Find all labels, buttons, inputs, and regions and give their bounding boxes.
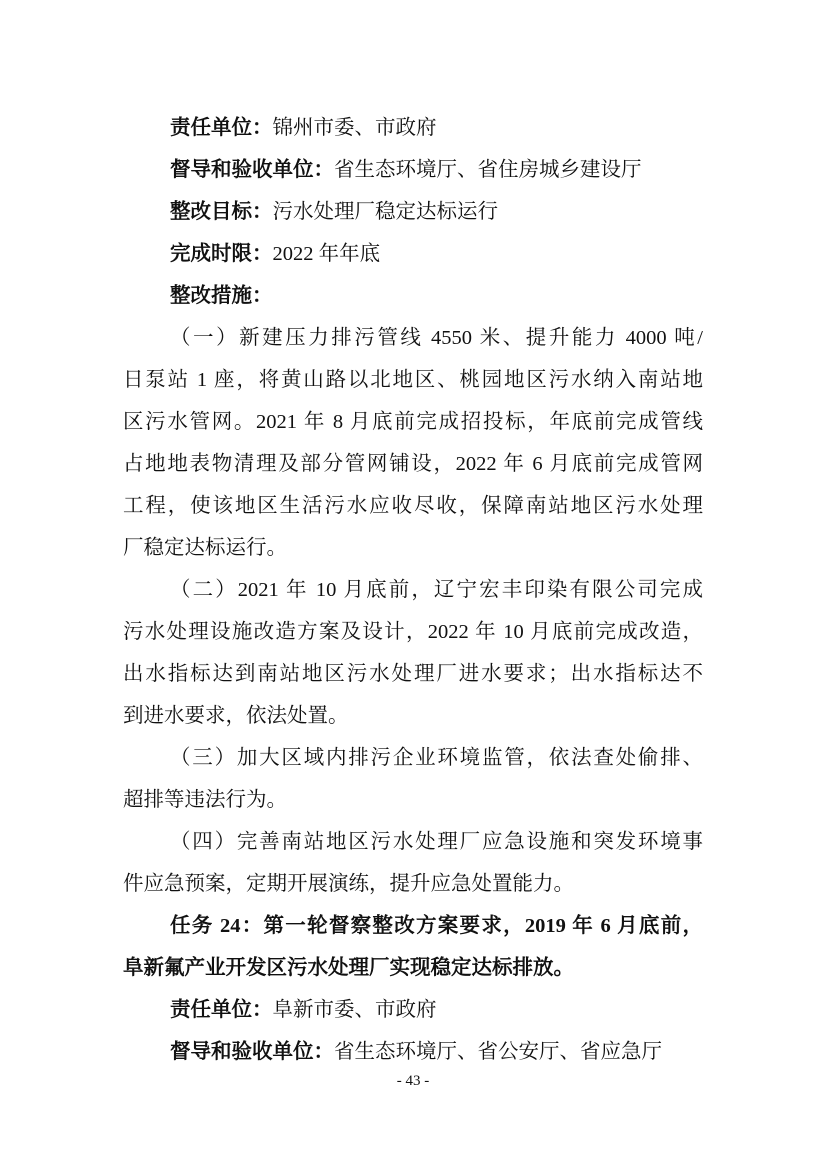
measure-2 (123, 569, 703, 737)
field-value: 2022 年年底 (272, 243, 381, 265)
text-line: 厂稳定达标运行。 (123, 537, 287, 559)
field-responsible-unit-2 (123, 989, 703, 1031)
field-label: 督导和验收单位： (170, 1041, 334, 1063)
text-line: 区污水管网。2021 年 8 月底前完成招投标，年底前完成管线 (123, 411, 703, 433)
text-line: 日泵站 1 座，将黄山路以北地区、桃园地区污水纳入南站地 (123, 369, 703, 391)
measure-4 (123, 821, 703, 905)
task-heading (123, 905, 703, 989)
document-body (123, 107, 703, 1073)
text-line: 件应急预案，定期开展演练，提升应急处置能力。 (123, 873, 574, 895)
field-value: 省生态环境厅、省住房城乡建设厅 (334, 159, 642, 181)
field-supervision-unit (123, 149, 703, 191)
field-value: 省生态环境厅、省公安厅、省应急厅 (334, 1041, 662, 1063)
measure-3 (123, 737, 703, 821)
field-value: 阜新市委、市政府 (272, 999, 437, 1021)
field-responsible-unit (123, 107, 703, 149)
field-deadline (123, 233, 703, 275)
text-line: （一）新建压力排污管线 4550 米、提升能力 4000 吨/ (170, 327, 703, 349)
field-measures (123, 275, 703, 317)
text-line: 占地地表物清理及部分管网铺设，2022 年 6 月底前完成管网 (123, 453, 703, 475)
field-label: 责任单位： (170, 117, 273, 139)
field-target (123, 191, 703, 233)
text-line: （二）2021 年 10 月底前，辽宁宏丰印染有限公司完成 (170, 579, 703, 601)
text-line: 超排等违法行为。 (123, 789, 287, 811)
field-label: 督导和验收单位： (170, 159, 334, 181)
text-line: 阜新氟产业开发区污水处理厂实现稳定达标排放。 (123, 957, 574, 979)
text-line: 出水指标达到南站地区污水处理厂进水要求；出水指标达不 (123, 663, 703, 685)
text-line: 到进水要求，依法处置。 (123, 705, 349, 727)
text-line: 污水处理设施改造方案及设计，2022 年 10 月底前完成改造， (123, 621, 703, 643)
text-line: （三）加大区域内排污企业环境监管，依法查处偷排、 (170, 747, 703, 769)
text-line: （四）完善南站地区污水处理厂应急设施和突发环境事 (170, 831, 703, 853)
field-supervision-unit-2 (123, 1031, 703, 1073)
text-line: 任务 24：第一轮督察整改方案要求，2019 年 6 月底前， (170, 915, 703, 937)
measure-1 (123, 317, 703, 569)
field-label: 责任单位： (170, 999, 273, 1021)
text-line: 工程，使该地区生活污水应收尽收，保障南站地区污水处理 (123, 495, 703, 517)
field-label: 完成时限： (170, 243, 273, 265)
field-label: 整改目标： (170, 201, 273, 223)
field-value: 污水处理厂稳定达标运行 (272, 201, 498, 223)
field-label: 整改措施： (170, 285, 273, 307)
page-number: - 43 - (396, 1073, 430, 1089)
field-value: 锦州市委、市政府 (272, 117, 437, 139)
